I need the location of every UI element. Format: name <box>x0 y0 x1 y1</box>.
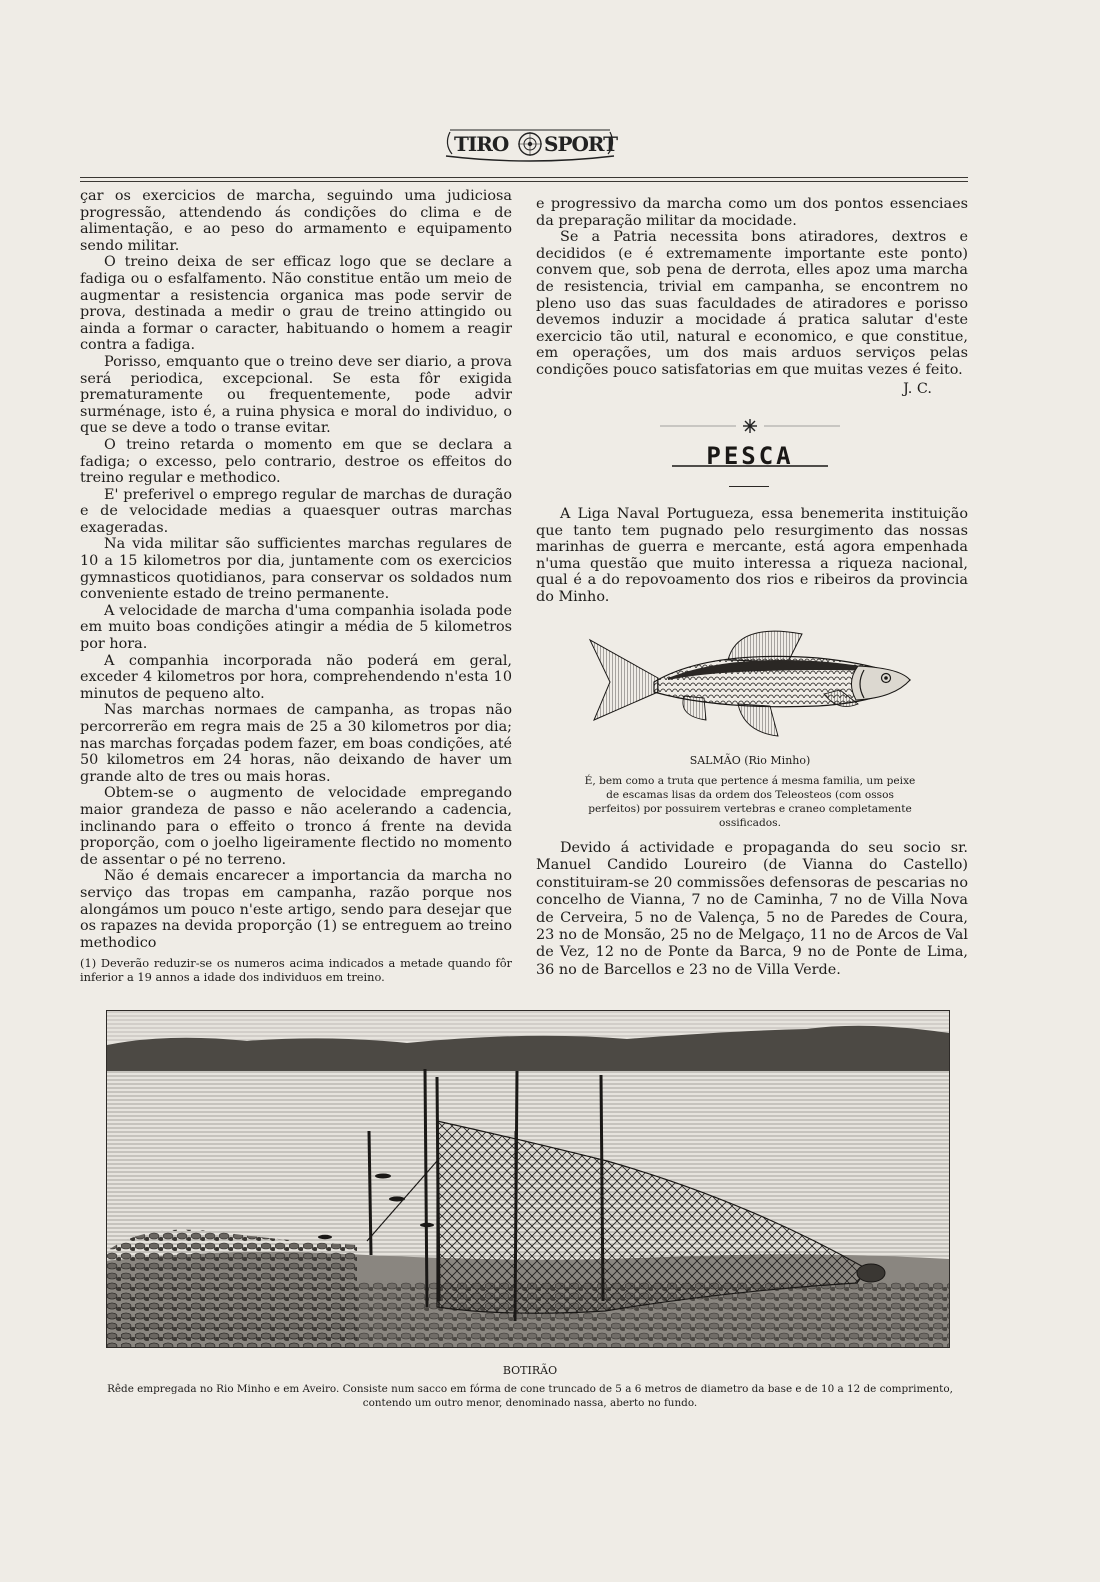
header-rule-double <box>80 181 968 182</box>
fish-caption-block <box>560 754 940 830</box>
pesca-body <box>536 840 968 979</box>
svg-text:SPORT: SPORT <box>544 132 618 156</box>
engraving-caption-line1: Rêde empregada no Rio Minho e em Aveiro. Consiste num sacco em fórma de cone truncado de 5 a 6 metros de diametro da base e de 10 a 12 de comprimento, <box>107 1383 953 1395</box>
paragraph: Se a Patria necessita bons atiradores, dextros e decididos (e é extremamente importante este ponto) convem que, sob pena de derrota, elles apoz uma marcha de resistencia, trivial em campanha, se encontrem no pleno uso das suas faculdades de atiradores e porisso devemos induzir a mocidade á pratica salutar d'este exercicio tão util, natural e economico, e que constitue, em operações, um dos mais arduos serviços pelas condições pouco satisfatorias em que muitas vezes é feito. <box>536 229 968 378</box>
paragraph: A Liga Naval Portugueza, essa benemerita instituição que tanto tem pugnado pelo resurgimento das nossas marinhas de guerra e mercante, está agora empenhada n'uma questão que muito interessa a riqueza nacional, qual é a do repovoamento dos rios e ribeiros da provincia do Minho. <box>536 506 968 605</box>
svg-text:TIRO: TIRO <box>454 132 509 156</box>
engraving-caption <box>100 1364 960 1410</box>
section-heading <box>668 444 832 468</box>
ornament-divider <box>660 416 840 436</box>
paragraph: A velocidade de marcha d'uma companhia isolada pode em muito boas condições atingir a média de 5 kilometros por hora. <box>80 602 512 653</box>
footnote: (1) Deverão reduzir-se os numeros acima indicados a metade quando fôr inferior a 19 annos a idade dos individuos em treino. <box>80 956 512 984</box>
fish-caption-title: SALMÃO (Rio Minho) <box>689 754 811 767</box>
header-rule <box>80 177 968 178</box>
botirao-engraving <box>106 1010 950 1348</box>
salmon-illustration <box>588 620 918 750</box>
paragraph: Devido á actividade e propaganda do seu socio sr. Manuel Candido Loureiro (de Vianna do Castello) constituiram-se 20 commissões defensoras de pescarias no concelho de Vianna, 7 no de Caminha, 7 no de Villa Nova de Cerveira, 5 no de Valença, 5 no de Paredes de Coura, 23 no de Monsão, 25 no de Melgaço, 11 no de Arcos de Val de Vez, 12 no de Ponte da Barca, 9 no de Ponte de Lima, 36 no de Barcellos e 23 no de Villa Verde. <box>536 840 968 978</box>
paragraph: O treino retarda o momento em que se declara a fadiga; o excesso, pelo contrario, destroe os effeitos do treino regular e methodico. <box>80 436 512 487</box>
pesca-heading: PESCA <box>706 444 794 468</box>
paragraph: Na vida militar são sufficientes marchas regulares de 10 a 15 kilometros por dia, juntamente com os exercicios gymnasticos quotidianos, para conservar os soldados num conveniente estado de treino permanente. <box>80 536 512 603</box>
masthead-logo <box>440 120 620 168</box>
paragraph: O treino deixa de ser efficaz logo que se declare a fadiga ou o esfalfamento. Não constitue então um meio de augmentar a resistencia organica mas pode servir de prova, destinada a medir o grau de treino attingido ou ainda a formar o caracter, habituando o homem a reagir contra a fadiga. <box>80 254 512 354</box>
paragraph: e progressivo da marcha como um dos pontos essenciaes da preparação militar da mocidade. <box>536 196 968 229</box>
engraving-caption-line2: contendo um outro menor, denominado nassa, aberto no fundo. <box>362 1397 698 1409</box>
paragraph: Porisso, emquanto que o treino deve ser diario, a prova será periodica, excepcional. Se esta fôr exigida prematuramente ou frequentemente, pode advir surménage, isto é, a ruina physica e moral do individuo, o que se deve a todo o transe evitar. <box>80 353 512 437</box>
engraving-title: BOTIRÃO <box>502 1364 558 1377</box>
paragraph: A companhia incorporada não poderá em geral, exceder 4 kilometros por hora, comprehendendo n'esta 10 minutos de pequeno alto. <box>80 652 512 702</box>
paragraph: çar os exercicios de marcha, seguindo uma judiciosa progressão, attendendo ás condições do clima e de alimentação, e ao peso do armamento e equipamento sendo militar. <box>80 188 512 254</box>
paragraph: Nas marchas normaes de campanha, as tropas não percorrerão em regra mais de 25 a 30 kilometros por dia; nas marchas forçadas podem fazer, em boas condições, até 50 kilometros em 24 horas, não deixando de haver um grande alto de tres ou mais horas. <box>80 702 512 785</box>
author-signature: J. C. <box>903 380 932 397</box>
left-column <box>80 188 512 951</box>
heading-rule <box>729 486 769 487</box>
fish-caption-text: É, bem como a truta que pertence á mesma familia, um peixe de escamas lisas da ordem dos Teleosteos (com ossos perfeitos) por possuirem vertebras e craneo completamente ossificados. <box>584 775 916 829</box>
paragraph: Não é demais encarecer a importancia da marcha no serviço das tropas em campanha, razão porque nos alongámos um pouco n'este artigo, sendo para desejar que os rapazes na devida proporção (1) se entreguem ao treino methodico <box>80 868 512 951</box>
pesca-intro <box>536 506 968 606</box>
right-column <box>536 196 968 397</box>
paragraph: Obtem-se o augmento de velocidade empregando maior grandeza de passo e não acelerando a cadencia, inclinando para o effeito o tronco á frente na devida proporção, com o joelho ligeiramente flectido no momento de assentar o pé no terreno. <box>80 785 512 868</box>
paragraph: E' preferivel o emprego regular de marchas de duração e de velocidade medias a quaesquer outras marchas exageradas. <box>80 486 512 536</box>
